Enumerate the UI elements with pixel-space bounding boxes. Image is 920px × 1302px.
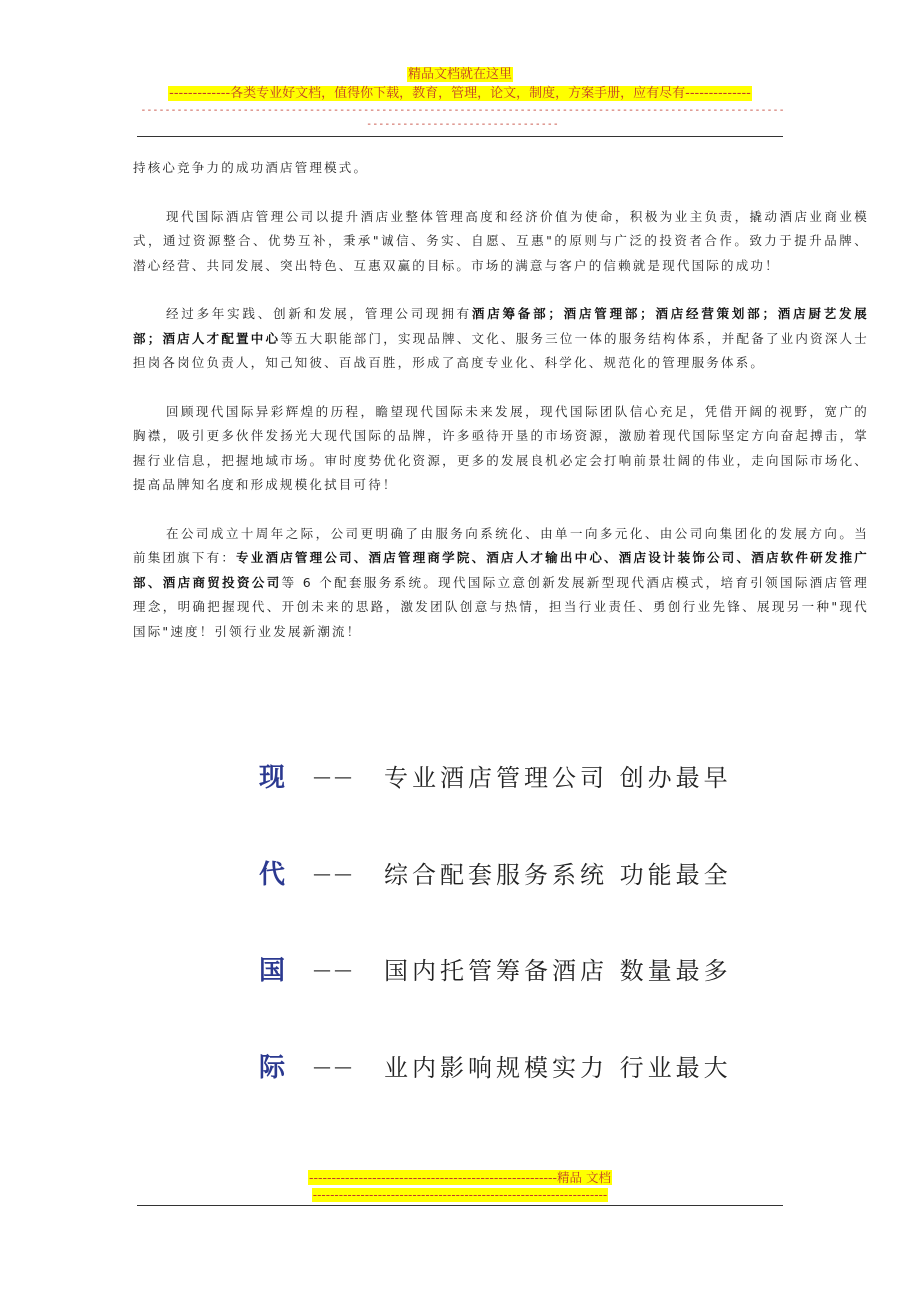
paragraph-2: 经过多年实践、创新和发展，管理公司现拥有酒店筹备部；酒店管理部；酒店经营策划部；酒店厨艺发展部；酒店人才配置中心等五大职能部门，实现品牌、文化、服务三位一体的服务结构体系，并配备了业内资深人士担岗各岗位负责人，知己知彼、百战百胜，形成了高度专业化、科学化、规范化的管理服务体系。 [133,306,869,371]
motto-row [256,951,776,991]
header-dashes: ------------------------------------------------------------------------------------------------------------------------------------------- [140,105,785,130]
motto-char: 国 [259,956,286,986]
motto-char: 际 [259,1053,286,1083]
subsidiaries-bold: 专业酒店管理公司、酒店管理商学院、酒店人才输出中心、酒店设计装饰公司、酒店软件研发推广部、酒店商贸投资公司 [133,550,869,590]
motto-text: 国内托管筹备酒店 数量最多 [384,957,732,985]
motto-text: 专业酒店管理公司 创办最早 [384,764,732,792]
footer-line1: -------------------------------------------------------精品 文档 [308,1170,612,1185]
header-rule [137,136,783,137]
paragraph-1: 现代国际酒店管理公司以提升酒店业整体管理高度和经济价值为使命，积极为业主负责，撬动酒店业商业模式，通过资源整合、优势互补，秉承"诚信、务实、自愿、互惠"的原则与广泛的投资者合作。致力于提升品牌、潜心经营、共同发展、突出特色、互惠双赢的目标。市场的满意与客户的信赖就是现代国际的成功！ [133,208,869,273]
motto-row [256,855,776,895]
footer-line2: -------------------------------------------------------------------- [312,1188,608,1202]
paragraph-3: 回顾现代国际异彩辉煌的历程，瞻望现代国际未来发展，现代国际团队信心充足，凭借开阔的视野，宽广的胸襟，吸引更多伙伴发扬光大现代国际的品牌，许多亟待开垦的市场资源，激励着现代国际坚定方向奋起搏击，掌握行业信息，把握地域市场。审时度势优化资源，更多的发展良机必定会打响前景壮阔的伟业，走向国际市场化、提高品牌知名度和形成规模化拭目可待！ [133,404,869,493]
motto-text: 综合配套服务系统 功能最全 [384,861,732,889]
motto-char: 现 [259,763,286,793]
motto-char: 代 [259,860,286,890]
paragraph-0: 持核心竞争力的成功酒店管理模式。 [133,160,369,175]
motto-text: 业内影响规模实力 行业最大 [384,1054,732,1082]
motto-dash: —— [313,864,355,885]
motto-dash: —— [313,960,355,981]
departments-bold: 酒店筹备部；酒店管理部；酒店经营策划部；酒店厨艺发展部；酒店人才配置中心 [133,306,869,346]
motto-row [256,1048,776,1088]
footer-rule [137,1205,783,1206]
motto-dash: —— [313,767,355,788]
motto-dash: —— [313,1057,355,1078]
header-tagline: -------------各类专业好文档，值得你下载，教育，管理，论文，制度，方案手册，应有尽有-------------- [169,86,751,101]
header-title: 精品文档就在这里 [407,67,512,82]
motto-row [256,758,776,798]
document-body [133,156,869,668]
paragraph-4: 在公司成立十周年之际，公司更明确了由服务向系统化、由单一向多元化、由公司向集团化的发展方向。当前集团旗下有：专业酒店管理公司、酒店管理商学院、酒店人才输出中心、酒店设计装饰公司、酒店软件研发推广部、酒店商贸投资公司等 6 个配套服务系统。现代国际立意创新发展新型现代酒店模式，培育引领国际酒店管理理念，明确把握现代、开创未来的思路，激发团队创意与热情，担当行业责任、勇创行业先锋、展现另一种"现代国际"速度！引领行业发展新潮流！ [133,526,869,639]
